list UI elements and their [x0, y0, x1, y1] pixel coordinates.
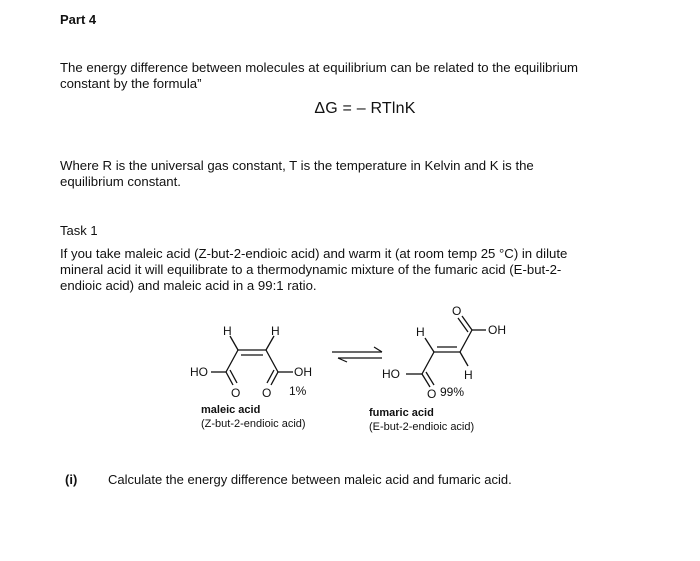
fumaric-lower-chain [422, 352, 434, 374]
section-heading: Part 4 [60, 12, 97, 27]
definition-line-1: Where R is the universal gas constant, T is the temperature in Kelvin and K is the [60, 158, 534, 173]
maleic-percent: 1% [289, 384, 307, 398]
formula-text: ΔG = – RTlnK [314, 100, 416, 117]
question-text: Calculate the energy difference between maleic acid and fumaric acid. [108, 472, 512, 487]
maleic-acid-structure [211, 336, 293, 385]
equilibrium-arrow-icon [332, 347, 382, 362]
maleic-h-right-bond [266, 336, 274, 350]
fumaric-h-bottom-bond [460, 352, 468, 366]
maleic-name: maleic acid [201, 404, 261, 416]
definition-line-2: equilibrium constant. [60, 174, 181, 189]
task-title: Task 1 [60, 223, 98, 238]
fumaric-h-top: H [416, 325, 425, 339]
fumaric-h-top-bond [425, 338, 434, 352]
fumaric-ho: HO [382, 367, 400, 381]
fumaric-h-bottom: H [464, 368, 473, 382]
fumaric-co-top-double [458, 318, 468, 332]
forward-arrow-head [374, 347, 382, 352]
maleic-right-chain [266, 350, 278, 372]
intro-line-2: constant by the formula” [60, 76, 202, 91]
task-line-1: If you take maleic acid (Z-but-2-endioic acid) and warm it (at room temp 25 °C) in dilute [60, 246, 568, 261]
fumaric-o-bottom: O [427, 387, 437, 401]
maleic-oh: OH [294, 365, 312, 379]
fumaric-o-top: O [452, 304, 462, 318]
maleic-o-right: O [262, 386, 272, 400]
fumaric-iupac: (E-but-2-endioic acid) [369, 421, 475, 433]
fumaric-oh: OH [488, 323, 506, 337]
maleic-left-chain [226, 350, 238, 372]
maleic-h-right: H [271, 324, 280, 338]
maleic-h-left: H [223, 324, 232, 338]
question-number: (i) [65, 472, 78, 487]
fumaric-name: fumaric acid [369, 407, 434, 419]
fumaric-percent: 99% [440, 385, 465, 399]
fumaric-co-top [462, 316, 472, 330]
maleic-iupac: (Z-but-2-endioic acid) [201, 418, 306, 430]
intro-line-1: The energy difference between molecules at equilibrium can be related to the equilibrium [60, 60, 579, 75]
task-line-2: mineral acid it will equilibrate to a thermodynamic mixture of the fumaric acid (E-but-2- [60, 262, 562, 277]
maleic-h-left-bond [230, 336, 238, 350]
maleic-o-left: O [231, 386, 241, 400]
fumaric-upper-chain [460, 330, 472, 352]
maleic-ho: HO [190, 365, 208, 379]
task-line-3: endioic acid) and maleic acid in a 99:1 ratio. [60, 278, 317, 293]
